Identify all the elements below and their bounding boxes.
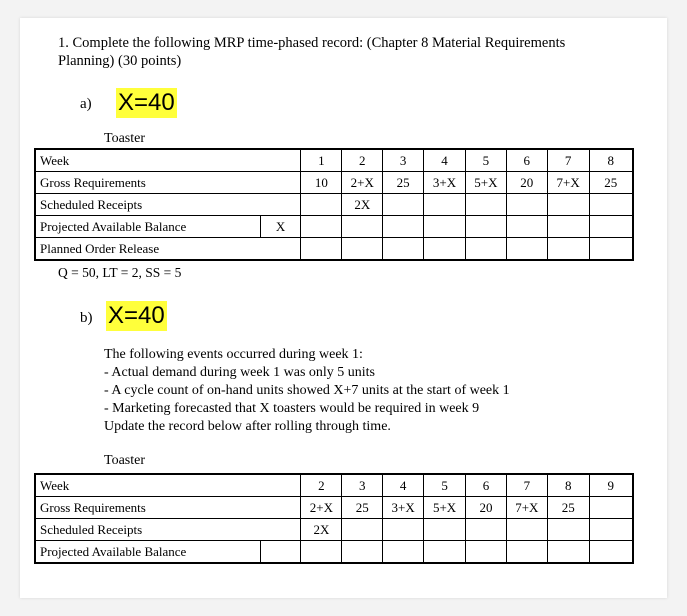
pab-cell[interactable] — [466, 541, 507, 564]
gross-cell: 25 — [589, 172, 633, 194]
scheduled-cell[interactable] — [424, 519, 466, 541]
event-line: - Marketing forecasted that X toasters would be required in week 9 — [104, 401, 480, 416]
table-row — [35, 519, 633, 541]
event-line: The following events occurred during week 1: — [104, 347, 363, 362]
question-line-1: 1. Complete the following MRP time-phased record: (Chapter 8 Material Requirements — [58, 35, 566, 51]
table-row — [35, 474, 633, 497]
week-cell: 6 — [506, 149, 547, 172]
gross-cell: 2+X — [301, 497, 342, 519]
scheduled-cell[interactable] — [424, 194, 466, 216]
gross-cell: 3+X — [383, 497, 424, 519]
pab-cell[interactable] — [383, 541, 424, 564]
week-cell: 5 — [465, 149, 506, 172]
gross-cell: 7+X — [506, 497, 547, 519]
mrp-table-a — [34, 148, 634, 261]
week-cell: 6 — [466, 474, 507, 497]
pab-cell[interactable] — [342, 216, 383, 238]
event-line: - Actual demand during week 1 was only 5 units — [104, 365, 376, 380]
row-label-week: Week — [35, 474, 301, 497]
part-a-item-label: Toaster — [104, 131, 146, 146]
pab-cell[interactable] — [506, 216, 547, 238]
table-row — [35, 149, 633, 172]
part-a-marker: a) — [80, 96, 92, 112]
part-a-params: Q = 50, LT = 2, SS = 5 — [58, 265, 182, 280]
document-page — [20, 18, 667, 598]
por-cell[interactable] — [589, 238, 633, 261]
scheduled-cell[interactable] — [589, 519, 633, 541]
gross-cell: 25 — [547, 497, 589, 519]
scheduled-cell[interactable] — [466, 519, 507, 541]
part-b-events — [104, 346, 510, 436]
pab-cell[interactable] — [301, 216, 342, 238]
mrp-table-b — [34, 473, 634, 564]
gross-cell: 5+X — [424, 497, 466, 519]
week-cell: 7 — [506, 474, 547, 497]
week-cell: 8 — [589, 149, 633, 172]
week-cell: 4 — [383, 474, 424, 497]
scheduled-cell[interactable] — [589, 194, 633, 216]
part-a-answer: X=40 — [118, 89, 175, 116]
week-cell: 2 — [301, 474, 342, 497]
table-row — [35, 238, 633, 261]
scheduled-cell[interactable]: 2X — [301, 519, 342, 541]
por-cell[interactable] — [383, 238, 424, 261]
gross-cell: 20 — [466, 497, 507, 519]
event-line: - A cycle count of on-hand units showed X+7 units at the start of week 1 — [104, 383, 510, 398]
pab-cell[interactable] — [506, 541, 547, 564]
pab-cell[interactable] — [424, 541, 466, 564]
gross-cell: 25 — [342, 497, 383, 519]
pab-cell[interactable] — [547, 216, 589, 238]
scheduled-cell[interactable] — [301, 194, 342, 216]
table-row — [35, 172, 633, 194]
gross-cell: 5+X — [465, 172, 506, 194]
por-cell[interactable] — [465, 238, 506, 261]
gross-cell: 7+X — [547, 172, 589, 194]
week-cell: 1 — [301, 149, 342, 172]
scheduled-cell[interactable] — [342, 519, 383, 541]
initial-balance-cell[interactable] — [260, 541, 301, 564]
pab-cell[interactable] — [301, 541, 342, 564]
scheduled-cell[interactable] — [547, 519, 589, 541]
row-label-pab: Projected Available Balance — [35, 541, 260, 564]
part-b-marker: b) — [80, 310, 93, 326]
initial-balance-cell: X — [260, 216, 301, 238]
row-label-por: Planned Order Release — [35, 238, 301, 261]
week-cell: 3 — [342, 474, 383, 497]
table-row — [35, 497, 633, 519]
por-cell[interactable] — [547, 238, 589, 261]
table-row — [35, 541, 633, 564]
week-cell: 5 — [424, 474, 466, 497]
week-cell: 4 — [424, 149, 466, 172]
por-cell[interactable] — [506, 238, 547, 261]
por-cell[interactable] — [301, 238, 342, 261]
gross-cell: 3+X — [424, 172, 466, 194]
week-cell: 3 — [383, 149, 424, 172]
pab-cell[interactable] — [383, 216, 424, 238]
week-cell: 2 — [342, 149, 383, 172]
scheduled-cell[interactable]: 2X — [342, 194, 383, 216]
scheduled-cell[interactable] — [506, 194, 547, 216]
row-label-gross: Gross Requirements — [35, 497, 301, 519]
gross-cell: 2+X — [342, 172, 383, 194]
row-label-gross: Gross Requirements — [35, 172, 301, 194]
gross-cell: 10 — [301, 172, 342, 194]
scheduled-cell[interactable] — [547, 194, 589, 216]
question-text — [58, 34, 565, 70]
event-line: Update the record below after rolling through time. — [104, 419, 391, 434]
row-label-scheduled: Scheduled Receipts — [35, 519, 301, 541]
table-row — [35, 194, 633, 216]
pab-cell[interactable] — [342, 541, 383, 564]
por-cell[interactable] — [424, 238, 466, 261]
por-cell[interactable] — [342, 238, 383, 261]
part-b-item-label: Toaster — [104, 453, 146, 468]
week-cell: 8 — [547, 474, 589, 497]
row-label-pab: Projected Available Balance — [35, 216, 260, 238]
scheduled-cell[interactable] — [465, 194, 506, 216]
week-cell: 7 — [547, 149, 589, 172]
gross-cell: 25 — [383, 172, 424, 194]
pab-cell[interactable] — [589, 541, 633, 564]
gross-cell[interactable] — [589, 497, 633, 519]
question-line-2: Planning) (30 points) — [58, 53, 182, 69]
table-row — [35, 216, 633, 238]
week-cell: 9 — [589, 474, 633, 497]
row-label-scheduled: Scheduled Receipts — [35, 194, 301, 216]
scheduled-cell[interactable] — [383, 194, 424, 216]
pab-cell[interactable] — [547, 541, 589, 564]
pab-cell[interactable] — [465, 216, 506, 238]
row-label-week: Week — [35, 149, 301, 172]
pab-cell[interactable] — [424, 216, 466, 238]
scheduled-cell[interactable] — [383, 519, 424, 541]
gross-cell: 20 — [506, 172, 547, 194]
part-b-answer: X=40 — [108, 302, 165, 329]
pab-cell[interactable] — [589, 216, 633, 238]
scheduled-cell[interactable] — [506, 519, 547, 541]
